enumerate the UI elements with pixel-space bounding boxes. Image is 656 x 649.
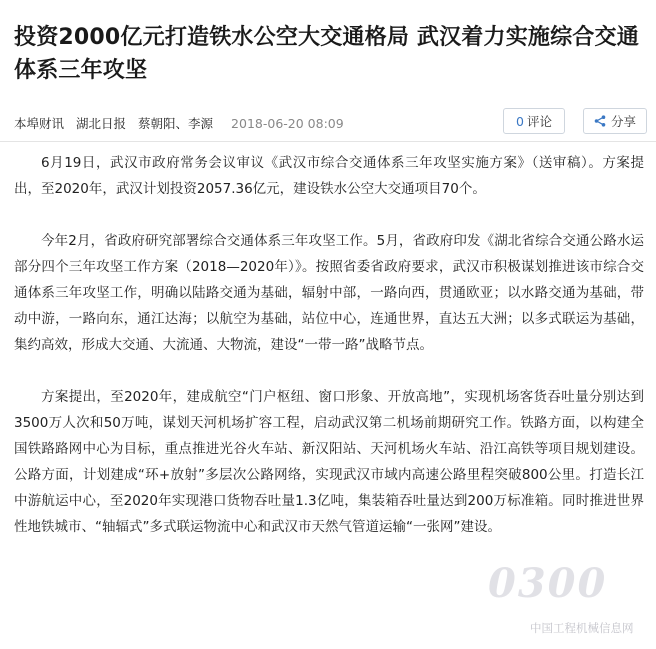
paragraph-2: 今年2月，省政府研究部署综合交通体系三年攻坚工作。5月，省政府印发《湖北省综合交通公路水运部分四个三年攻坚工作方案（2018—2020年）》。按照省委省政府要求，武汉市积极谋划推进该市综合交通体系三年攻坚工作，明确以陆路交通为基础，辐射中部，一路向西，贯通欧亚；以水路交通为基础，带动中游，一路向东，通江达海；以航空为基础，站位中心，连通世界，直达五大洲；以多式联运为基础，集约高效，形成大交通、大流通、大物流，建设“一带一路”战略节点。 bbox=[14, 233, 644, 353]
share-label: 分享 bbox=[610, 114, 636, 129]
share-icon bbox=[594, 115, 606, 127]
authors-label: 蔡朝阳、李源 bbox=[138, 116, 214, 131]
watermark-site: 中国工程机械信息网 bbox=[530, 621, 634, 635]
meta-divider bbox=[0, 141, 656, 142]
comment-count: 0 bbox=[516, 113, 524, 129]
site-watermark bbox=[488, 560, 653, 645]
share-button[interactable] bbox=[583, 108, 647, 134]
comment-button[interactable] bbox=[503, 108, 565, 134]
publisher-label: 湖北日报 bbox=[76, 116, 127, 131]
comment-label: 评论 bbox=[526, 114, 552, 129]
article-title: 投资2000亿元打造铁水公空大交通格局 武汉着力实施综合交通体系三年攻坚 bbox=[14, 24, 639, 83]
article-meta bbox=[14, 113, 356, 133]
publish-date: 2018-06-20 08:09 bbox=[231, 115, 344, 131]
article-body bbox=[14, 150, 644, 566]
paragraph-1: 6月19日，武汉市政府常务会议审议《武汉市综合交通体系三年攻坚实施方案》（送审稿）。方案提出，至2020年，武汉计划投资2057.36亿元，建设铁水公空大交通项目70个。 bbox=[14, 155, 644, 197]
paragraph-3: 方案提出，至2020年，建成航空“门户枢纽、窗口形象、开放高地”，实现机场客货吞吐量分别达到3500万人次和50万吨，谋划天河机场扩容工程，启动武汉第二机场前期研究工作。铁路方面，以构建全国铁路路网中心为目标，重点推进光谷火车站、新汉阳站、天河机场火车站、沿江高铁等项目规划建设。公路方面，计划建成“环+放射”多层次公路网络，实现武汉市域内高速公路里程突破800公里。打造长江中游航运中心，至2020年实现港口货物吞吐量1.3亿吨，集装箱吞吐量达到200万标准箱。同时推进世界性地铁城市、“轴辐式”多式联运物流中心和武汉市天然气管道运输“一张网”建设。 bbox=[14, 389, 644, 535]
watermark-mark: 0300 bbox=[488, 560, 608, 607]
source-label[interactable]: 本埠财讯 bbox=[14, 116, 65, 131]
